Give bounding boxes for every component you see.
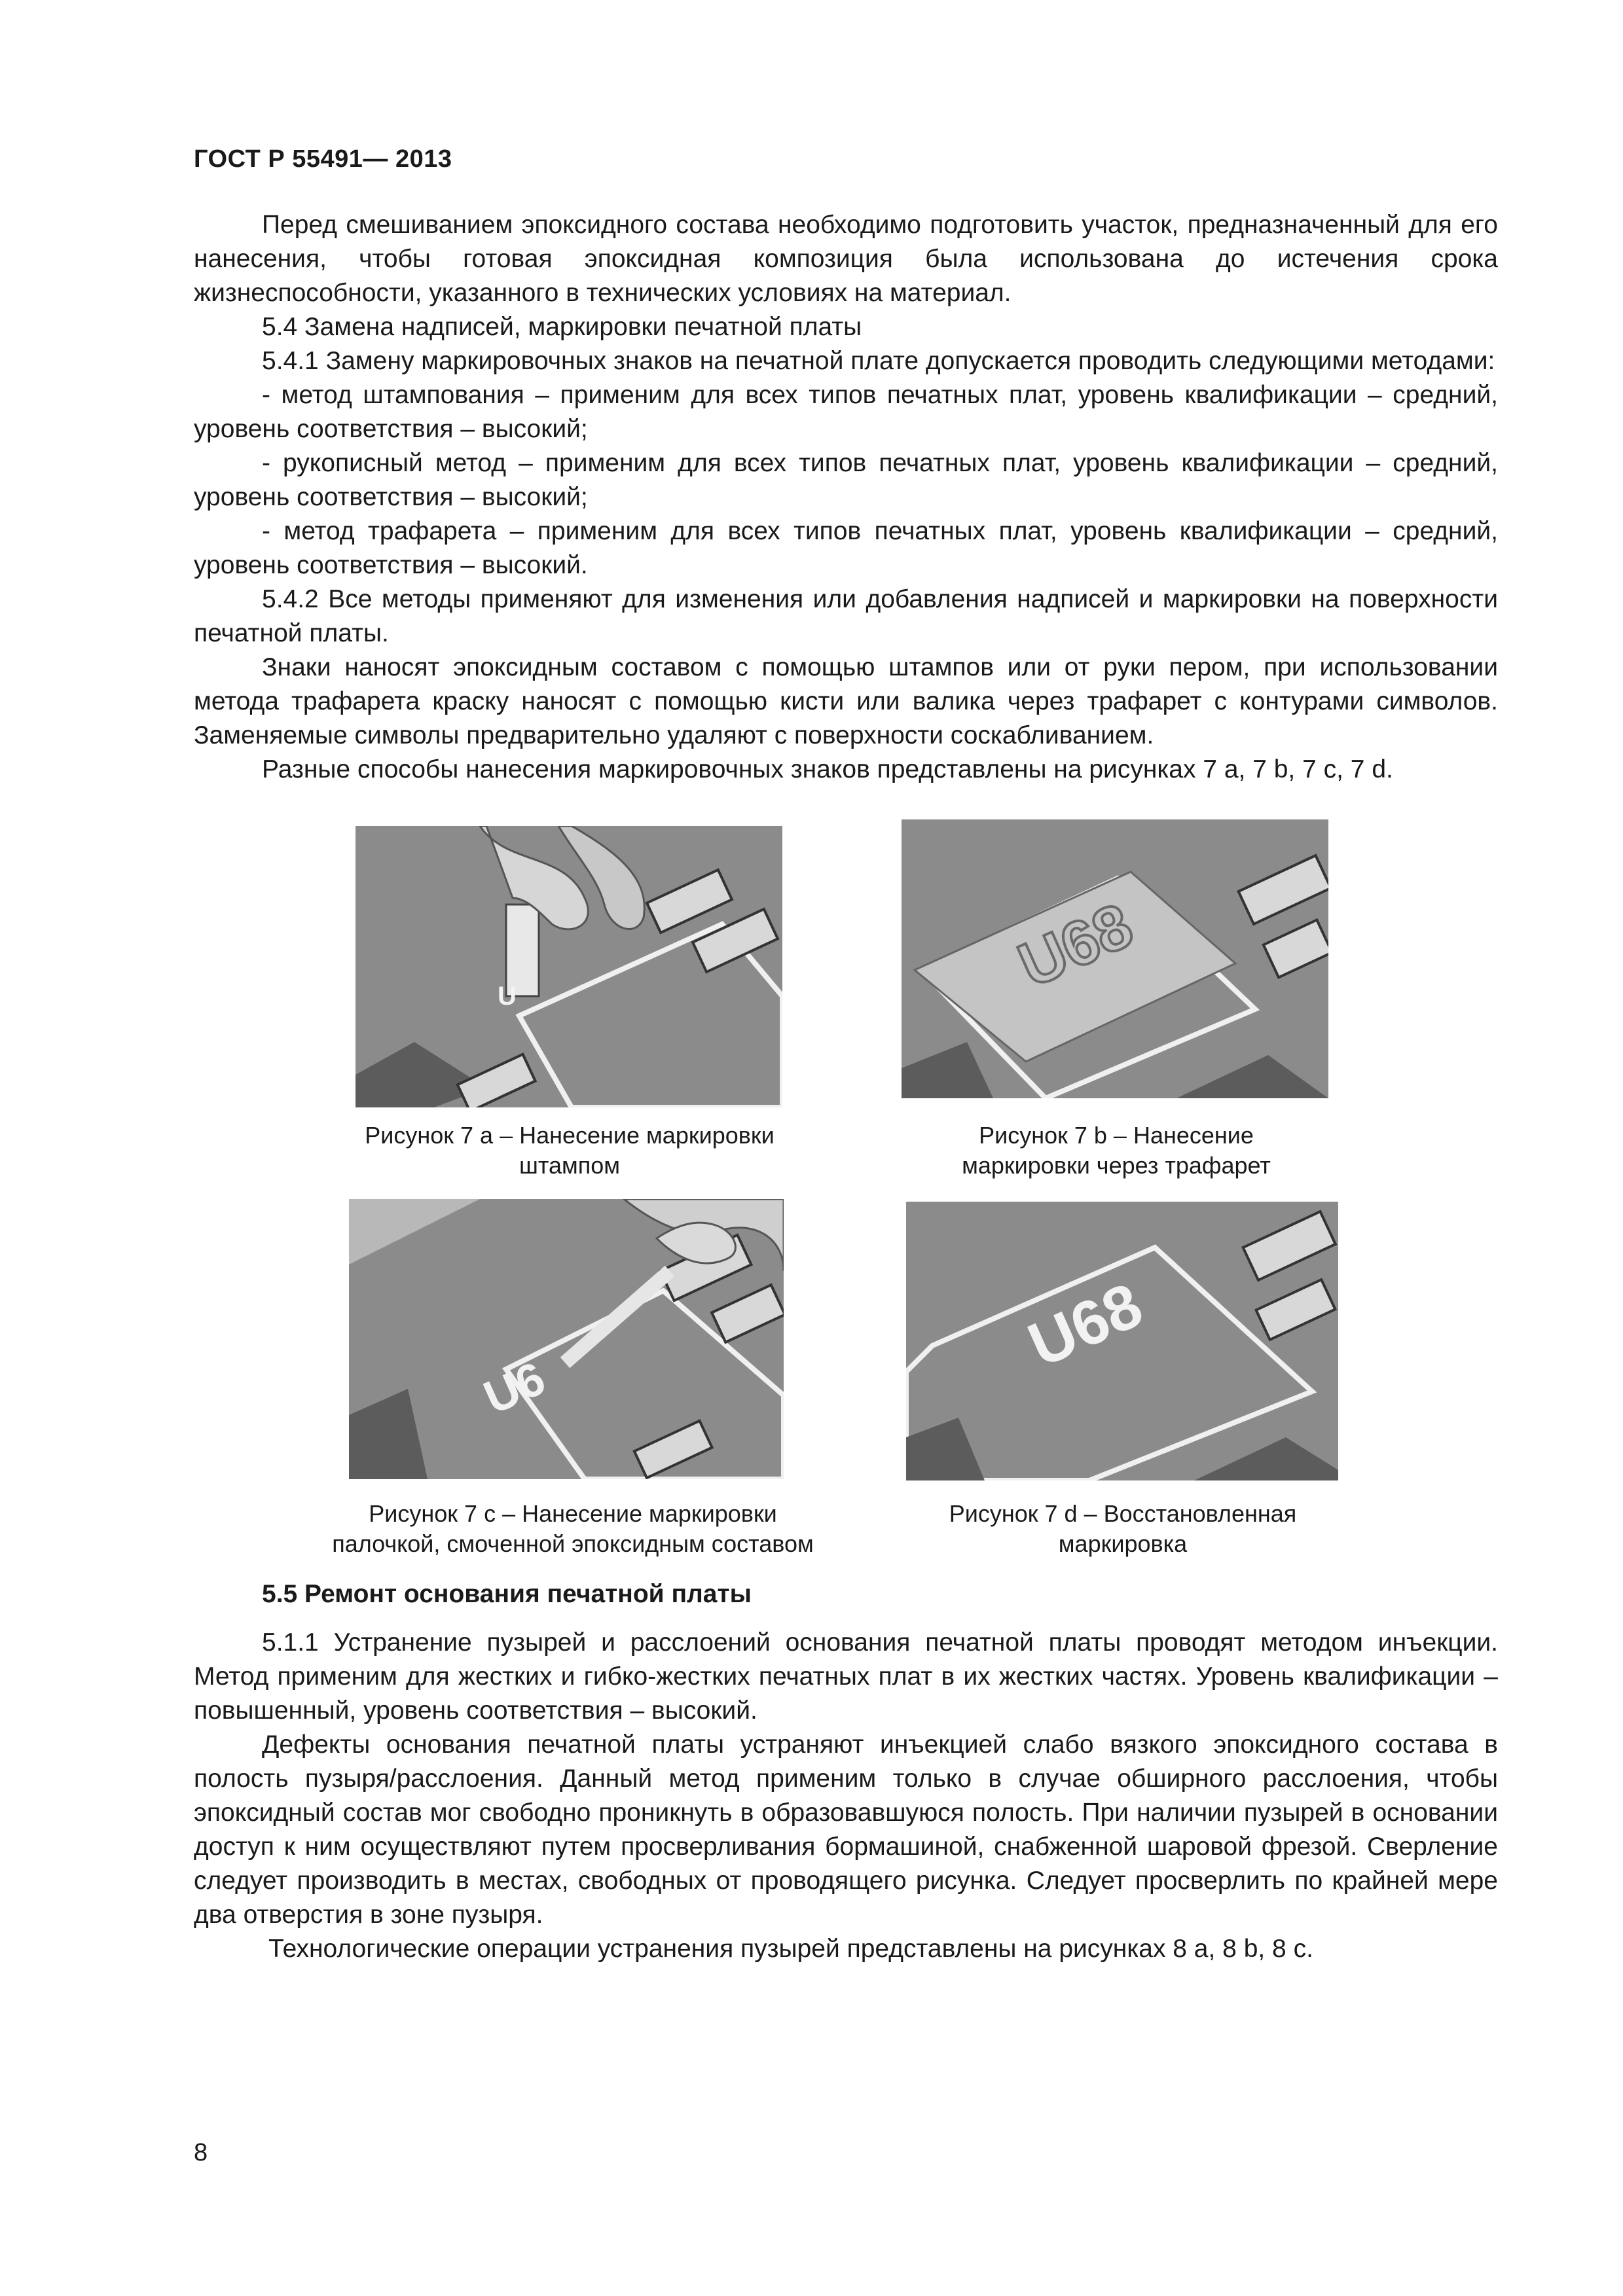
list-item: - рукописный метод – применим для всех типов печатных плат, уровень квалификации – средний, уровень соответствия – высокий;: [194, 449, 1498, 511]
paragraph: 5.4.2 Все методы применяют для изменения или добавления надписей и маркировки на поверхности печатной платы.: [194, 585, 1498, 647]
text-block-bottom: [194, 1577, 1498, 1966]
text-block-top: [194, 208, 1498, 787]
paragraph: 5.4.1 Замену маркировочных знаков на печатной плате допускается проводить следующими методами:: [262, 347, 1495, 375]
figure-7c-image: [349, 1199, 784, 1479]
section-title-5-4: 5.4 Замена надписей, маркировки печатной платы: [262, 313, 862, 341]
paragraph: Разные способы нанесения маркировочных знаков представлены на рисунках 7 а, 7 b, 7 c, 7 d.: [262, 755, 1393, 783]
paragraph: 5.1.1 Устранение пузырей и расслоений основания печатной платы проводят методом инъекции. Метод применим для жестких и гибко-жестких печатных плат в их жестких частях. Уровень квалификации – повышенный, уровень соответствия – высокий.: [194, 1628, 1498, 1725]
paragraph: Перед смешиванием эпоксидного состава необходимо подготовить участок, предназначенный для его нанесения, чтобы готовая эпоксидная композиция была использована до истечения срока жизнеспособности, указанного в технических условиях на материал.: [194, 211, 1498, 307]
figure-7c-mark: U6: [476, 1352, 553, 1425]
figure-7a-image: [356, 826, 782, 1107]
paragraph: Знаки наносят эпоксидным составом с помощью штампов или от руки пером, при использовании метода трафарета краску наносят с помощью кисти или валика через трафарет с контурами символов. Заменяемые символы предварительно удаляют с поверхности соскабливанием.: [194, 653, 1498, 749]
section-title-5-5: 5.5 Ремонт основания печатной платы: [262, 1580, 752, 1608]
figure-7b-mark: U68: [1008, 889, 1143, 1001]
list-item: - метод трафарета – применим для всех типов печатных плат, уровень квалификации – средний, уровень соответствия – высокий.: [194, 517, 1498, 579]
figure-7d-mark: U68: [1018, 1269, 1153, 1381]
figure-7d-caption: Рисунок 7 d – Восстановленная маркировка: [949, 1500, 1297, 1557]
figure-7a-caption: Рисунок 7 а – Нанесение маркировки штампом: [365, 1122, 775, 1179]
figure-7b-caption: Рисунок 7 b – Нанесение маркировки через трафарет: [962, 1122, 1271, 1179]
paragraph: Дефекты основания печатной платы устраняют инъекцией слабо вязкого эпоксидного состава в полость пузыря/расслоения. Данный метод применим только в случае обширного расслоения, чтобы эпоксидный состав мог свободно проникнуть в образовавшуюся полость. При наличии пузырей в основании доступ к ним осуществляют путем просверливания бормашиной, снабженной шаровой фрезой. Сверление следует производить в местах, свободных от проводящего рисунка. Следует просверлить по крайней мере два отверстия в зоне пузыря.: [194, 1731, 1498, 1929]
figure-7a-mark: U: [498, 982, 517, 1011]
figure-7c-caption: Рисунок 7 c – Нанесение маркировки палочкой, смоченной эпоксидным составом: [332, 1500, 814, 1557]
paragraph: Технологические операции устранения пузырей представлены на рисунках 8 а, 8 b, 8 c.: [268, 1935, 1313, 1963]
page-number: 8: [194, 2139, 208, 2166]
list-item: - метод штампования – применим для всех типов печатных плат, уровень квалификации – средний, уровень соответствия – высокий;: [194, 381, 1498, 443]
document-header: ГОСТ Р 55491— 2013: [194, 145, 452, 173]
